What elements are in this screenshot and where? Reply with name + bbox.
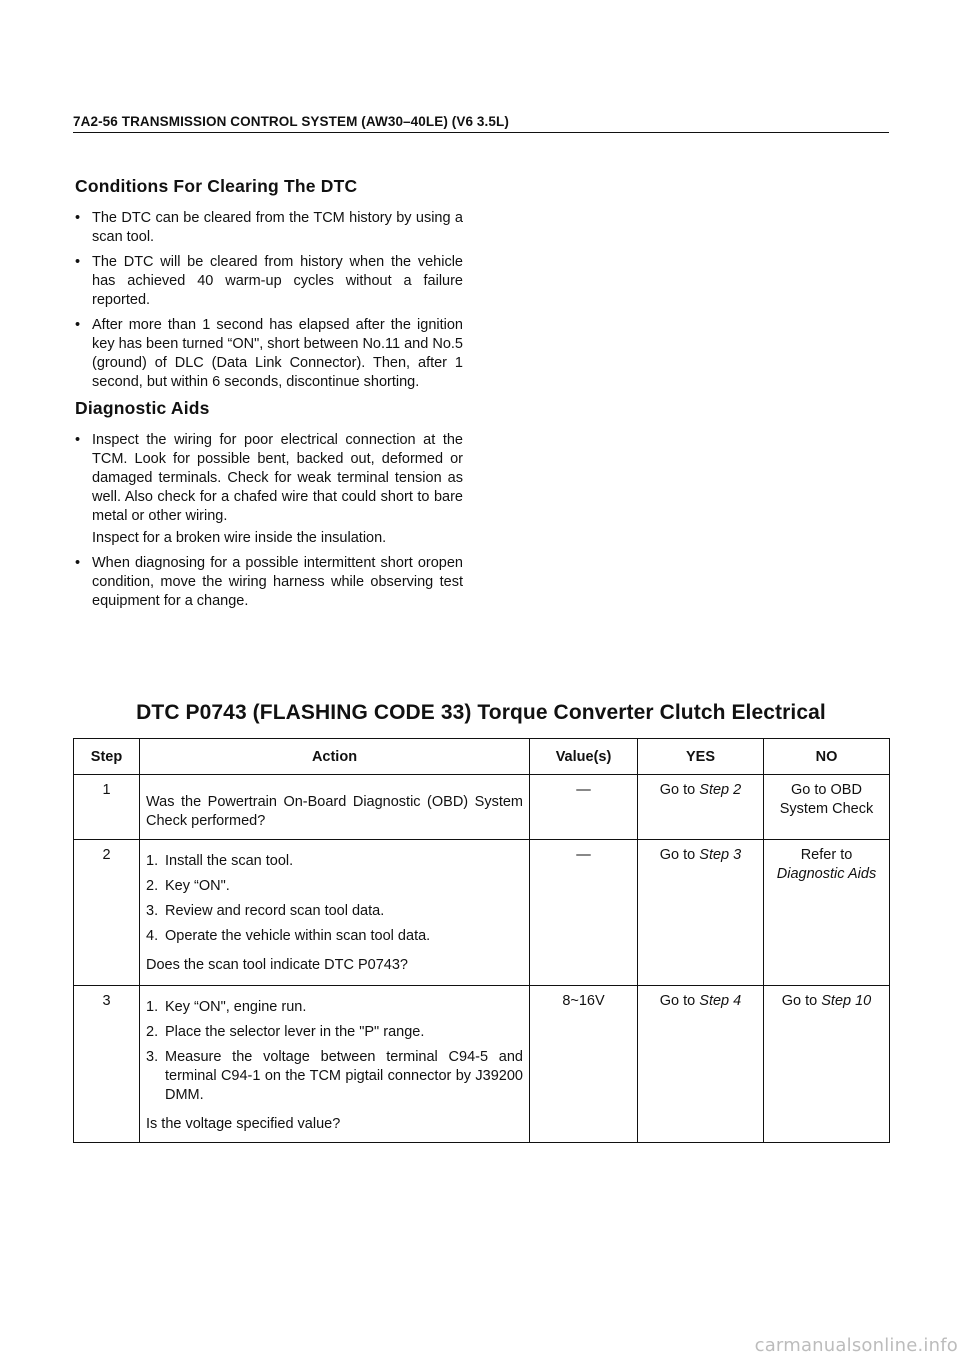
substep-item [146,998,523,1017]
list-item [75,253,463,310]
substep-list [146,998,523,1105]
substep-text: Review and record scan tool data. [165,903,385,919]
step-action [140,775,530,840]
step-no [764,840,890,986]
no-ref: Diagnostic Aids [776,866,877,882]
step-no [764,986,890,1143]
column-header-step: Step [74,739,140,775]
step-action [140,840,530,986]
left-column [75,176,463,617]
conditions-list [75,209,463,392]
yes-step-ref: Step 2 [699,782,742,798]
table-row [74,840,890,986]
step-number: 2 [74,840,140,986]
running-header: 7A2-56 TRANSMISSION CONTROL SYSTEM (AW30–40LE) (V6 3.5L) [73,114,509,129]
list-item-text: After more than 1 second has elapsed after the ignition key has been turned “ON", short between No.11 and No.5 (ground) of DLC (Data Link Connector). Then, after 1 second, but within 6 seconds, discontinue shorting. [92,317,463,390]
step-action [140,986,530,1143]
substep-text: Operate the vehicle within scan tool data. [165,928,431,944]
substep-text: Measure the voltage between terminal C94-5 and terminal C94-1 on the TCM pigtail connector by J39200 DMM. [165,1049,523,1103]
bullet: • [75,555,81,571]
substep-text: Key “ON", engine run. [165,999,307,1015]
no-prefix: Go to [781,993,822,1009]
table-row [74,775,890,840]
list-item [75,431,463,548]
bullet: • [75,254,81,270]
substep-number: 3. [146,1049,159,1065]
substep-number: 1. [146,999,159,1015]
step-yes [638,986,764,1143]
yes-prefix: Go to [659,993,700,1009]
column-header-yes: YES [638,739,764,775]
table-header-row [74,739,890,775]
step-question: Was the Powertrain On-Board Diagnostic (OBD) System Check performed? [146,794,523,829]
list-item-text: The DTC can be cleared from the TCM history by using a scan tool. [92,210,463,245]
table-row [74,986,890,1143]
substep-item [146,852,523,871]
step-value: — [530,840,638,986]
yes-step-ref: Step 3 [699,847,742,863]
column-header-no: NO [764,739,890,775]
list-item-text: The DTC will be cleared from history when the vehicle has achieved 40 warm-up cycles without a failure reported. [92,254,463,308]
step-value: 8~16V [530,986,638,1143]
substep-number: 2. [146,1024,159,1040]
yes-prefix: Go to [659,847,700,863]
substep-item [146,927,523,946]
bullet: • [75,210,81,226]
list-item [75,316,463,392]
step-number: 3 [74,986,140,1143]
substep-text: Install the scan tool. [165,853,294,869]
step-number: 1 [74,775,140,840]
list-item-text: When diagnosing for a possible intermittent short oropen condition, move the wiring harness while observing test equipment for a change. [92,555,463,609]
list-item-note: Inspect for a broken wire inside the insulation. [92,530,387,546]
substep-item [146,877,523,896]
no-text: Go to OBD System Check [779,782,874,817]
yes-prefix: Go to [659,782,700,798]
diagnostic-aids-list [75,431,463,611]
step-yes [638,840,764,986]
substep-text: Key “ON". [165,878,230,894]
no-prefix: Refer to [800,847,853,863]
column-header-values: Value(s) [530,739,638,775]
no-ref: Step 10 [821,993,872,1009]
step-no [764,775,890,840]
bullet: • [75,432,81,448]
watermark: carmanualsonline.info [754,1335,958,1356]
diagnostic-aids-heading: Diagnostic Aids [75,398,210,418]
step-value: — [530,775,638,840]
substep-item [146,902,523,921]
diagnostic-steps-table [73,738,890,1143]
substep-number: 2. [146,878,159,894]
list-item [75,209,463,247]
header-rule [73,132,889,133]
substep-number: 4. [146,928,159,944]
substep-item [146,1048,523,1105]
dtc-title: DTC P0743 (FLASHING CODE 33) Torque Converter Clutch Electrical [136,701,826,724]
substep-item [146,1023,523,1042]
step-yes [638,775,764,840]
step-question: Is the voltage specified value? [146,1116,341,1132]
column-header-action: Action [140,739,530,775]
substep-text: Place the selector lever in the "P" range. [165,1024,425,1040]
substep-number: 3. [146,903,159,919]
yes-step-ref: Step 4 [699,993,742,1009]
list-item [75,554,463,611]
substep-number: 1. [146,853,159,869]
list-item-text: Inspect the wiring for poor electrical connection at the TCM. Look for possible bent, backed out, deformed or damaged terminals. Check for weak terminal tension as well. Also check for a chafed wire that could short to bare metal or other wiring. [92,432,463,524]
conditions-heading: Conditions For Clearing The DTC [75,176,358,196]
bullet: • [75,317,81,333]
step-question: Does the scan tool indicate DTC P0743? [146,957,408,973]
substep-list [146,852,523,946]
